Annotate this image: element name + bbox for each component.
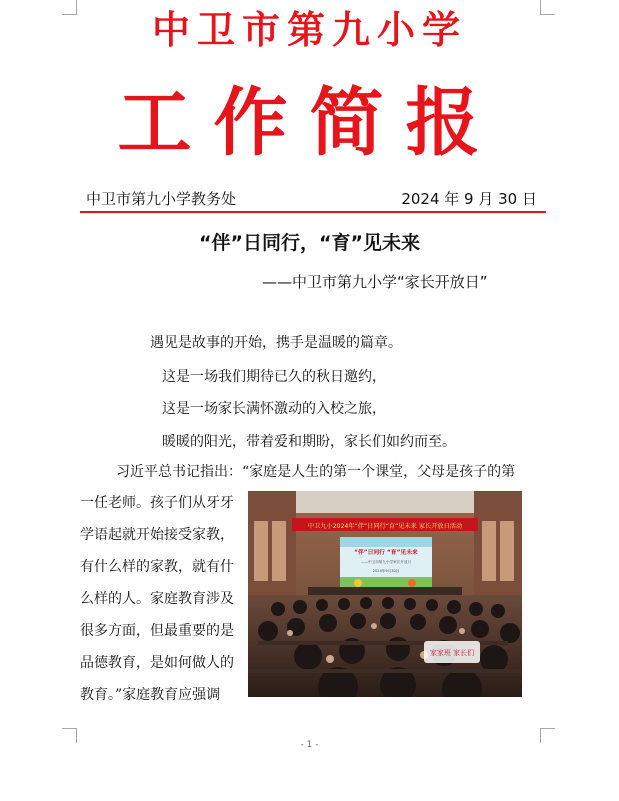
school-title: 中卫市第九小学: [151, 7, 467, 52]
wrapped-paragraph: [80, 492, 240, 716]
poem-line: 遇见是故事的开始，携手是温暖的篇章。: [150, 335, 402, 351]
issue-date: 2024 年 9 月 30 日: [401, 190, 537, 208]
poem-line: 这是一场家长满怀激动的入校之旅，: [162, 401, 386, 417]
photo-screen-title: “伴”日同行 “育”见未来: [354, 550, 418, 556]
paragraph-line: 学语起就开始接受家教，: [80, 527, 234, 543]
poem-line: 暖暖的阳光，带着爱和期盼，家长们如约而至。: [162, 434, 456, 450]
department-label: 中卫市第九小学教务处: [86, 190, 237, 208]
photo-screen-subtitle: ——中卫市第九小学家长开放日: [360, 560, 412, 564]
photo-watermark: 家家班 家长们: [429, 649, 475, 657]
paragraph-line: 有什么样的家教，就有什: [80, 559, 234, 575]
quote-line: 习近平总书记指出：“家庭是人生的第一个课堂，父母是孩子的第: [116, 464, 516, 480]
paragraph-line: 教育。”家庭教育应强调: [80, 687, 221, 703]
article-headline: “伴”日同行，“育”见未来: [199, 232, 420, 254]
paragraph-line: 很多方面，但最重要的是: [80, 623, 234, 639]
poem-line: 这是一场我们期待已久的秋日邀约，: [162, 369, 386, 385]
event-photo: [248, 491, 522, 697]
photo-screen-date: 2024年9月30日: [372, 569, 400, 573]
paragraph-line: 品德教育，是如何做人的: [80, 655, 234, 671]
header-divider: [80, 211, 546, 213]
paragraph-line: 一任老师。孩子们从牙牙: [80, 495, 234, 511]
article-subheadline: ——中卫市第九小学“家长开放日”: [262, 273, 488, 291]
photo-banner-text: 中卫九小2024年“伴”日同行“育”见未来 家长开放日活动: [307, 523, 463, 530]
brief-title: 工作简报: [117, 80, 502, 166]
paragraph-line: 么样的人。家庭教育涉及: [80, 591, 234, 607]
page-number: - 1 -: [300, 740, 319, 750]
